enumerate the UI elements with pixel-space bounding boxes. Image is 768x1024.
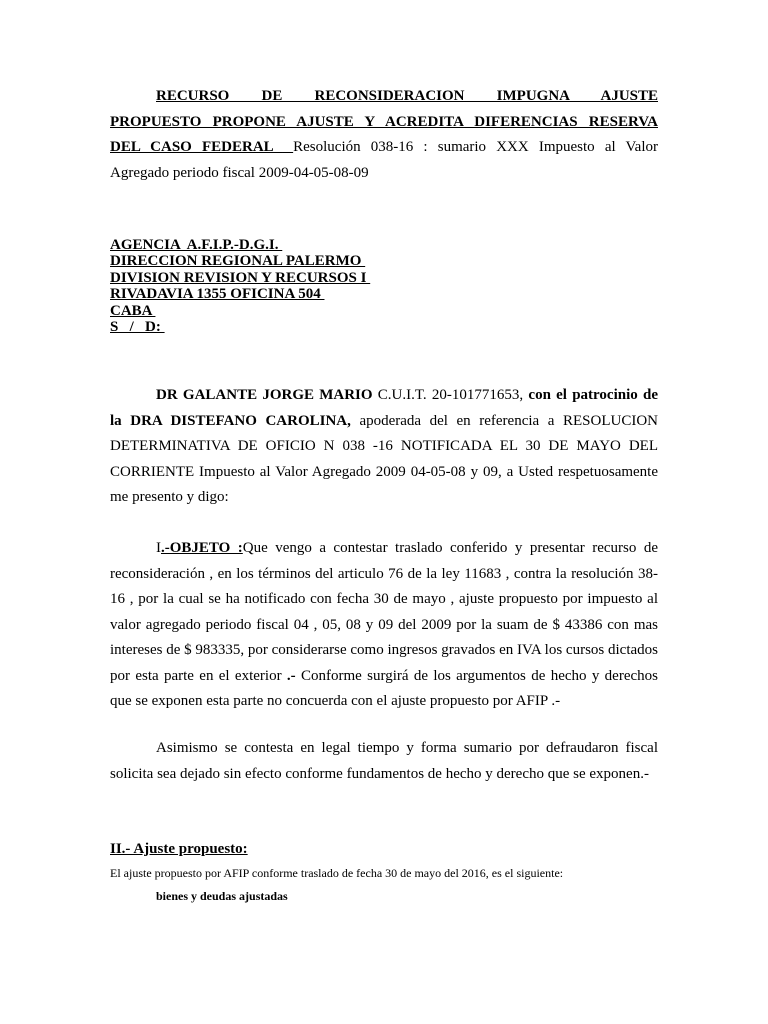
objeto-text: Que vengo a contestar traslado conferido y presentar recurso de reconsideración , en los términos del articulo 76 de la ley 11683 , contra la resolución 38-16 , por la cual se ha notificado con fecha 30 de mayo , ajuste propuesto por impuesto al valor agregado periodo fiscal 04 , 05, 08 y 09 del 2009 por la suam de $ 43386 con mas intereses de $ 983335, por considerarse como ingresos gravados en IVA los cursos dictados por esta parte en el exterior (110, 540, 659, 684)
client-cuit: C.U.I.T. 20-101771653, (372, 387, 529, 403)
title-line-4: Agregado periodo fiscal 2009-04-05-08-09 (110, 164, 369, 181)
address-line: AGENCIA A.F.I.P.-D.G.I. (110, 237, 283, 253)
section-2-text: El ajuste propuesto por AFIP conforme traslado de fecha 30 de mayo del 2016, es el siguiente: (110, 866, 564, 880)
objeto-dash: .- (286, 667, 296, 684)
objeto-text-2: Conforme surgirá de los argumentos de hecho y derechos que se exponen esta parte no concuerda con el ajuste propuesto por AFIP .- (110, 667, 658, 709)
address-line: S / D: (110, 319, 165, 336)
section-2-heading: II.- Ajuste propuesto: (110, 841, 248, 857)
section-2-subheading: bienes y deudas ajustadas (156, 889, 288, 903)
patrocinio: con el patrocinio de la DRA DISTEFANO CAROLINA, (110, 387, 658, 429)
intro-rest: apoderada del en referencia a RESOLUCION DETERMINATIVA DE OFICIO N 038 -16 NOTIFICADA EL 30 DE MAYO DEL CORRIENTE Impuesto al Valor Agregado 2009 04-05-08 y 09, a Usted respetuosamente me presento y digo: (110, 412, 658, 505)
intro-paragraph (110, 383, 658, 511)
objeto-paragraph (110, 536, 658, 715)
document-title (110, 84, 658, 186)
address-line: DIRECCION REGIONAL PALERMO (110, 253, 366, 270)
client-name: DR GALANTE JORGE MARIO (156, 387, 373, 403)
address-line: RIVADAVIA 1355 OFICINA 504 (110, 286, 325, 303)
title-line-3-bold: DEL CASO FEDERAL (110, 139, 283, 155)
objeto-prefix: I (156, 540, 161, 556)
address-block (110, 237, 658, 335)
title-line-3 (110, 135, 658, 161)
address-line: DIVISION REVISION Y RECURSOS I (110, 269, 371, 286)
asimismo-paragraph: Asimismo se contesta en legal tiempo y forma sumario por defraudaron fiscal solicita sea dejado sin efecto conforme fundamentos de hecho y derecho que se exponen.- (110, 740, 658, 782)
title-line-3-rest: Resolución 038-16 : sumario XXX Impuesto al Valor (293, 139, 659, 155)
objeto-heading: .-OBJETO : (161, 540, 243, 556)
title-line-2: PROPUESTO PROPONE AJUSTE Y ACREDITA DIFERENCIAS RESERVA (110, 113, 658, 130)
address-line: CABA (110, 302, 156, 319)
title-line-1: RECURSO DE RECONSIDERACION IMPUGNA AJUSTE (156, 88, 658, 104)
